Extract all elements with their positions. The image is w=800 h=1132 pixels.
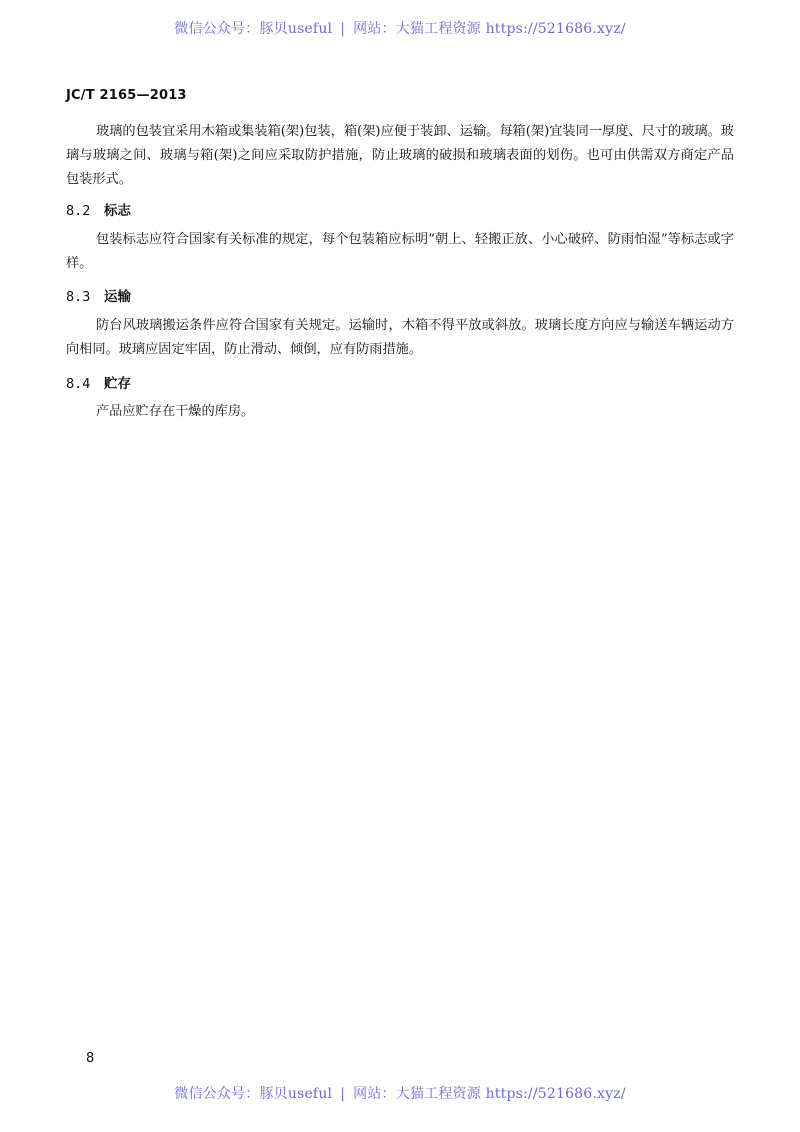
watermark-separator: | <box>340 1086 346 1102</box>
section-number: 8.3 <box>66 289 91 305</box>
standard-code: JC/T 2165—2013 <box>66 88 187 103</box>
section-number: 8.2 <box>66 203 91 219</box>
section-8-4-body: 产品应贮存在干燥的库房。 <box>96 404 255 419</box>
watermark-separator: | <box>340 21 346 37</box>
section-8-2-body: 包装标志应符合国家有关标准的规定，每个包装箱应标明“朝上、轻搬正放、小心破碎、防雨怕湿”等标志或字样。 <box>66 232 734 271</box>
watermark-wechat-label: 微信公众号：豚贝useful <box>174 1086 333 1102</box>
section-title: 贮存 <box>104 376 131 392</box>
watermark-bottom <box>0 1083 800 1103</box>
section-number: 8.4 <box>66 376 91 392</box>
section-8-4-heading <box>66 372 131 392</box>
section-8-3-body: 防台风玻璃搬运条件应符合国家有关规定。运输时，木箱不得平放或斜放。玻璃长度方向应与输送车辆运动方向相同。玻璃应固定牢固，防止滑动、倾倒，应有防雨措施。 <box>66 318 734 357</box>
watermark-site-label: 网站：大猫工程资源 https://521686.xyz/ <box>353 1086 626 1102</box>
section-8-2-heading <box>66 199 131 219</box>
watermark-site-label: 网站：大猫工程资源 https://521686.xyz/ <box>353 21 626 37</box>
section-title: 标志 <box>104 203 131 219</box>
section-title: 运输 <box>104 289 131 305</box>
section-8-3-heading <box>66 285 131 305</box>
watermark-top <box>0 18 800 38</box>
watermark-wechat-label: 微信公众号：豚贝useful <box>174 21 333 37</box>
packaging-paragraph: 玻璃的包装宜采用木箱或集装箱(架)包装，箱(架)应便于装卸、运输。每箱(架)宜装同一厚度、尺寸的玻璃。玻璃与玻璃之间、玻璃与箱(架)之间应采取防护措施，防止玻璃的破损和玻璃表面的划伤。也可由供需双方商定产品包装形式。 <box>66 124 734 187</box>
page-number: 8 <box>86 1051 95 1066</box>
